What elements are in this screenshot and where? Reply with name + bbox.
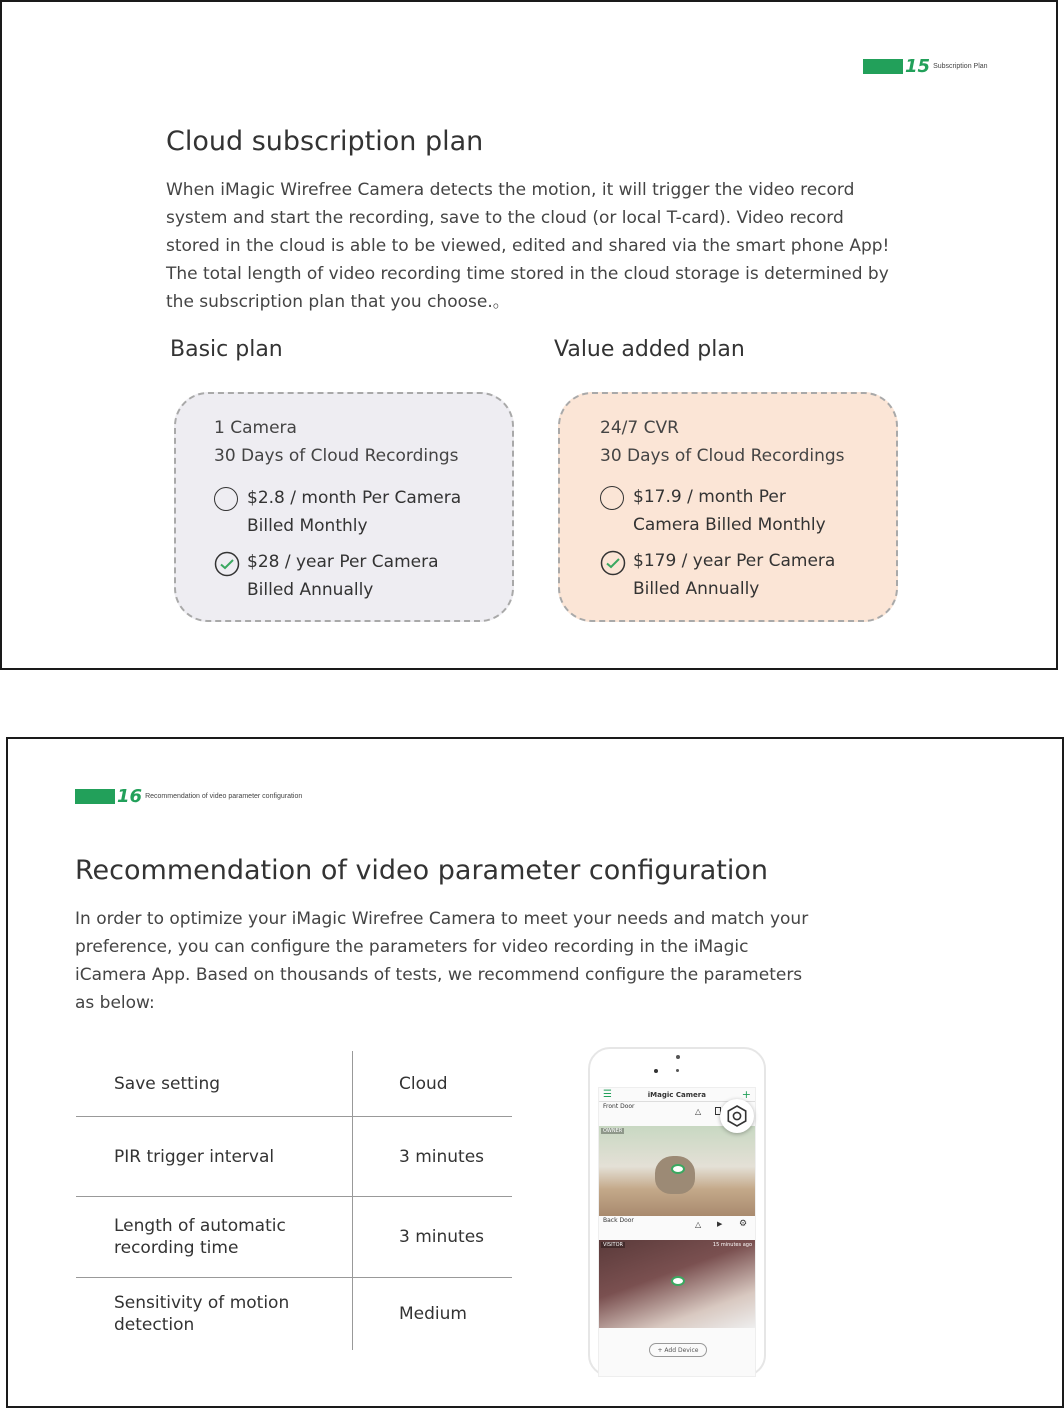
annual-option-label (633, 547, 835, 603)
menu-icon[interactable]: ☰ (603, 1089, 612, 1100)
settings-icon[interactable]: ⚙ (739, 1219, 748, 1229)
phone-speaker-dot (676, 1069, 679, 1072)
camera-feed-image[interactable] (599, 1240, 755, 1328)
table-key (76, 1051, 353, 1116)
intro-line: The total length of video recording time stored in the cloud storage is determined by (166, 264, 889, 284)
page-tag (863, 56, 988, 77)
basic-plan-card (174, 392, 514, 622)
key-text: Sensitivity of motion (114, 1293, 290, 1313)
monthly-option[interactable] (214, 484, 504, 542)
cat-figure (655, 1156, 695, 1194)
table-row (76, 1278, 512, 1350)
video-icon[interactable]: ▶ (717, 1220, 723, 1228)
basic-days-line: 30 Days of Cloud Recordings (214, 446, 459, 466)
page-number: 16 (117, 786, 143, 807)
eye-icon (671, 1276, 685, 1286)
radio-checked-icon (214, 551, 240, 577)
annual-option[interactable] (600, 547, 890, 605)
annual-option[interactable] (214, 548, 504, 606)
table-value: 3 minutes (399, 1227, 485, 1247)
option-billing: Camera Billed Monthly (633, 515, 826, 535)
camera-name: Back Door (603, 1217, 634, 1224)
settings-highlight-icon[interactable] (720, 1099, 754, 1133)
radio-unchecked-icon (600, 486, 624, 510)
key-text: PIR trigger interval (114, 1146, 275, 1167)
table-value: Medium (399, 1304, 467, 1324)
radio-unchecked-icon (214, 487, 238, 511)
intro-paragraph (166, 176, 926, 316)
gear-icon (726, 1105, 748, 1127)
table-row (76, 1051, 512, 1117)
intro-line: system and start the recording, save to the cloud (or local T-card). Video record (166, 208, 844, 228)
table-value: 3 minutes (399, 1146, 485, 1167)
bell-off-icon[interactable]: △ (695, 1220, 702, 1229)
intro-paragraph (75, 905, 835, 1017)
value-plan-heading: Value added plan (554, 337, 745, 362)
intro-line: iCamera App. Based on thousands of tests, we recommend conﬁgure the parameters (75, 965, 803, 985)
key-text: Save setting (114, 1073, 221, 1094)
app-title: iMagic Camera (647, 1090, 706, 1099)
add-device-button[interactable]: + Add Device (649, 1343, 707, 1357)
parameter-table (76, 1051, 512, 1350)
table-value: Cloud (399, 1073, 448, 1094)
camera-feed-image[interactable] (599, 1126, 755, 1216)
intro-line: as below: (75, 993, 155, 1013)
phone-mockup (588, 1047, 766, 1377)
key-text: Length of automatic (114, 1216, 286, 1236)
table-row (76, 1117, 512, 1197)
page-tag (75, 786, 303, 807)
value-plan-card (558, 392, 898, 622)
option-price: $179 / year Per Camera (633, 551, 836, 571)
page-title: Cloud subscription plan (166, 126, 484, 157)
camera-header (599, 1216, 755, 1240)
option-price: $17.9 / month Per (633, 487, 786, 507)
option-billing: Billed Annually (247, 580, 374, 600)
page-label: Subscription Plan (933, 63, 988, 70)
annual-option-label (247, 548, 439, 604)
page-tag-bar (75, 789, 115, 804)
page-tag-bar (863, 59, 903, 74)
monthly-option-label (247, 484, 461, 540)
option-billing: Billed Monthly (247, 516, 368, 536)
table-row (76, 1197, 512, 1278)
camera-name: Front Door (603, 1103, 635, 1110)
intro-line: the subscription plan that you choose.。 (166, 292, 510, 312)
page-16 (6, 737, 1064, 1408)
intro-line: stored in the cloud is able to be viewed, edited and shared via the smart phone App! (166, 236, 890, 256)
page-number: 15 (905, 56, 931, 77)
page-15 (0, 0, 1058, 670)
key-text: detection (114, 1315, 195, 1335)
monthly-option[interactable] (600, 483, 890, 541)
add-icon[interactable]: + (741, 1088, 751, 1101)
option-billing: Billed Annually (633, 579, 760, 599)
page-label: Recommendation of video parameter configuration (145, 793, 303, 800)
table-key (76, 1278, 353, 1350)
phone-camera-dot (676, 1055, 680, 1059)
intro-line: preference, you can conﬁgure the parameters for video recording in the iMagic (75, 937, 749, 957)
bell-icon[interactable]: △ (695, 1107, 702, 1116)
monthly-option-label (633, 483, 826, 539)
key-text: recording time (114, 1238, 239, 1258)
intro-line: In order to optimize your iMagic Wirefree Camera to meet your needs and match your (75, 909, 809, 929)
radio-checked-icon (600, 550, 626, 576)
value-days-line: 30 Days of Cloud Recordings (600, 446, 845, 466)
camera-timestamp: 15 minutes ago (712, 1242, 752, 1248)
value-cvr-line: 24/7 CVR (600, 418, 679, 438)
camera-badge: OWNER (603, 1128, 623, 1134)
eye-icon (671, 1164, 685, 1174)
option-price: $28 / year Per Camera (247, 552, 439, 572)
option-price: $2.8 / month Per Camera (247, 488, 462, 508)
basic-plan-heading: Basic plan (170, 337, 283, 362)
page-title: Recommendation of video parameter conﬁguration (75, 855, 768, 886)
table-key (76, 1117, 353, 1196)
intro-line: When iMagic Wirefree Camera detects the motion, it will trigger the video record (166, 180, 855, 200)
camera-badge: VISITOR (603, 1242, 624, 1248)
phone-sensor-dot (654, 1069, 658, 1073)
table-key (76, 1197, 353, 1277)
basic-camera-line: 1 Camera (214, 418, 297, 438)
